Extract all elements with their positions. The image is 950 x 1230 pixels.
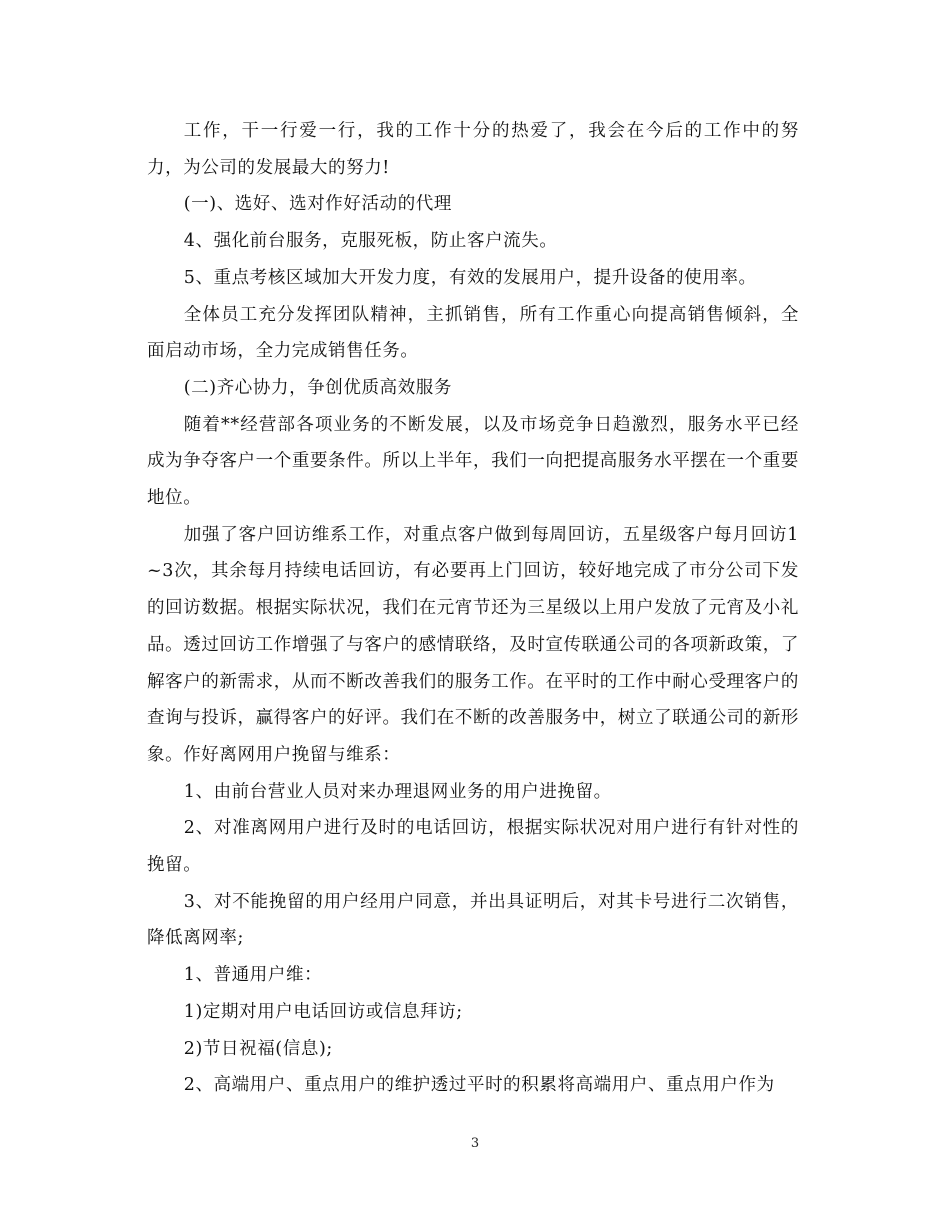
paragraph: 1、普通用户维： [183,965,323,986]
paragraph: 5、重点考核区域加大开发力度，有效的发展用户，提升设备的使用率。 [183,267,757,288]
paragraph: 全体员工充分发挥团队精神，主抓销售，所有工作重心向提高销售倾斜，全面启动市场，全力完成销售任务。 [147,304,799,362]
document-body [147,113,799,1104]
paragraph: 2)节日祝福(信息); [183,1038,333,1059]
page-number: 3 [470,1136,480,1151]
paragraph: 2、高端用户、重点用户的维护透过平时的积累将高端用户、重点用户作为 [183,1075,775,1096]
paragraph: 4、强化前台服务，克服死板，防止客户流失。 [183,231,558,252]
paragraph: 随着**经营部各项业务的不断发展，以及市场竞争日趋激烈，服务水平已经成为争夺客户一个重要条件。所以上半年，我们一向把提高服务水平摆在一个重要地位。 [147,414,799,509]
paragraph: 3、对不能挽留的用户经用户同意，并出具证明后，对其卡号进行二次销售，降低离网率; [147,891,799,949]
paragraph: 1、由前台营业人员对来办理退网业务的用户进挽留。 [183,781,612,802]
paragraph: 加强了客户回访维系工作，对重点客户做到每周回访，五星级客户每月回访1~3次，其余每月持续电话回访，有必要再上门回访，较好地完成了市分公司下发的回访数据。根据实际状况，我们在元宵节还为三星级以上用户发放了元宵及小礼品。透过回访工作增强了与客户的感情联络，及时宣传联通公司的各项新政策，了解客户的新需求，从而不断改善我们的服务工作。在平时的工作中耐心受理客户的查询与投诉，赢得客户的好评。我们在不断的改善服务中，树立了联通公司的新形象。作好离网用户挽留与维系： [147,524,799,765]
paragraph: (一)、选好、选对作好活动的代理 [183,194,453,215]
paragraph: 1)定期对用户电话回访或信息拜访; [183,1001,463,1022]
paragraph: 2、对准离网用户进行及时的电话回访，根据实际状况对用户进行有针对性的挽留。 [147,818,799,876]
paragraph: (二)齐心协力，争创优质高效服务 [183,377,453,398]
paragraph: 工作，干一行爱一行，我的工作十分的热爱了，我会在今后的工作中的努力，为公司的发展最大的努力! [147,121,799,178]
